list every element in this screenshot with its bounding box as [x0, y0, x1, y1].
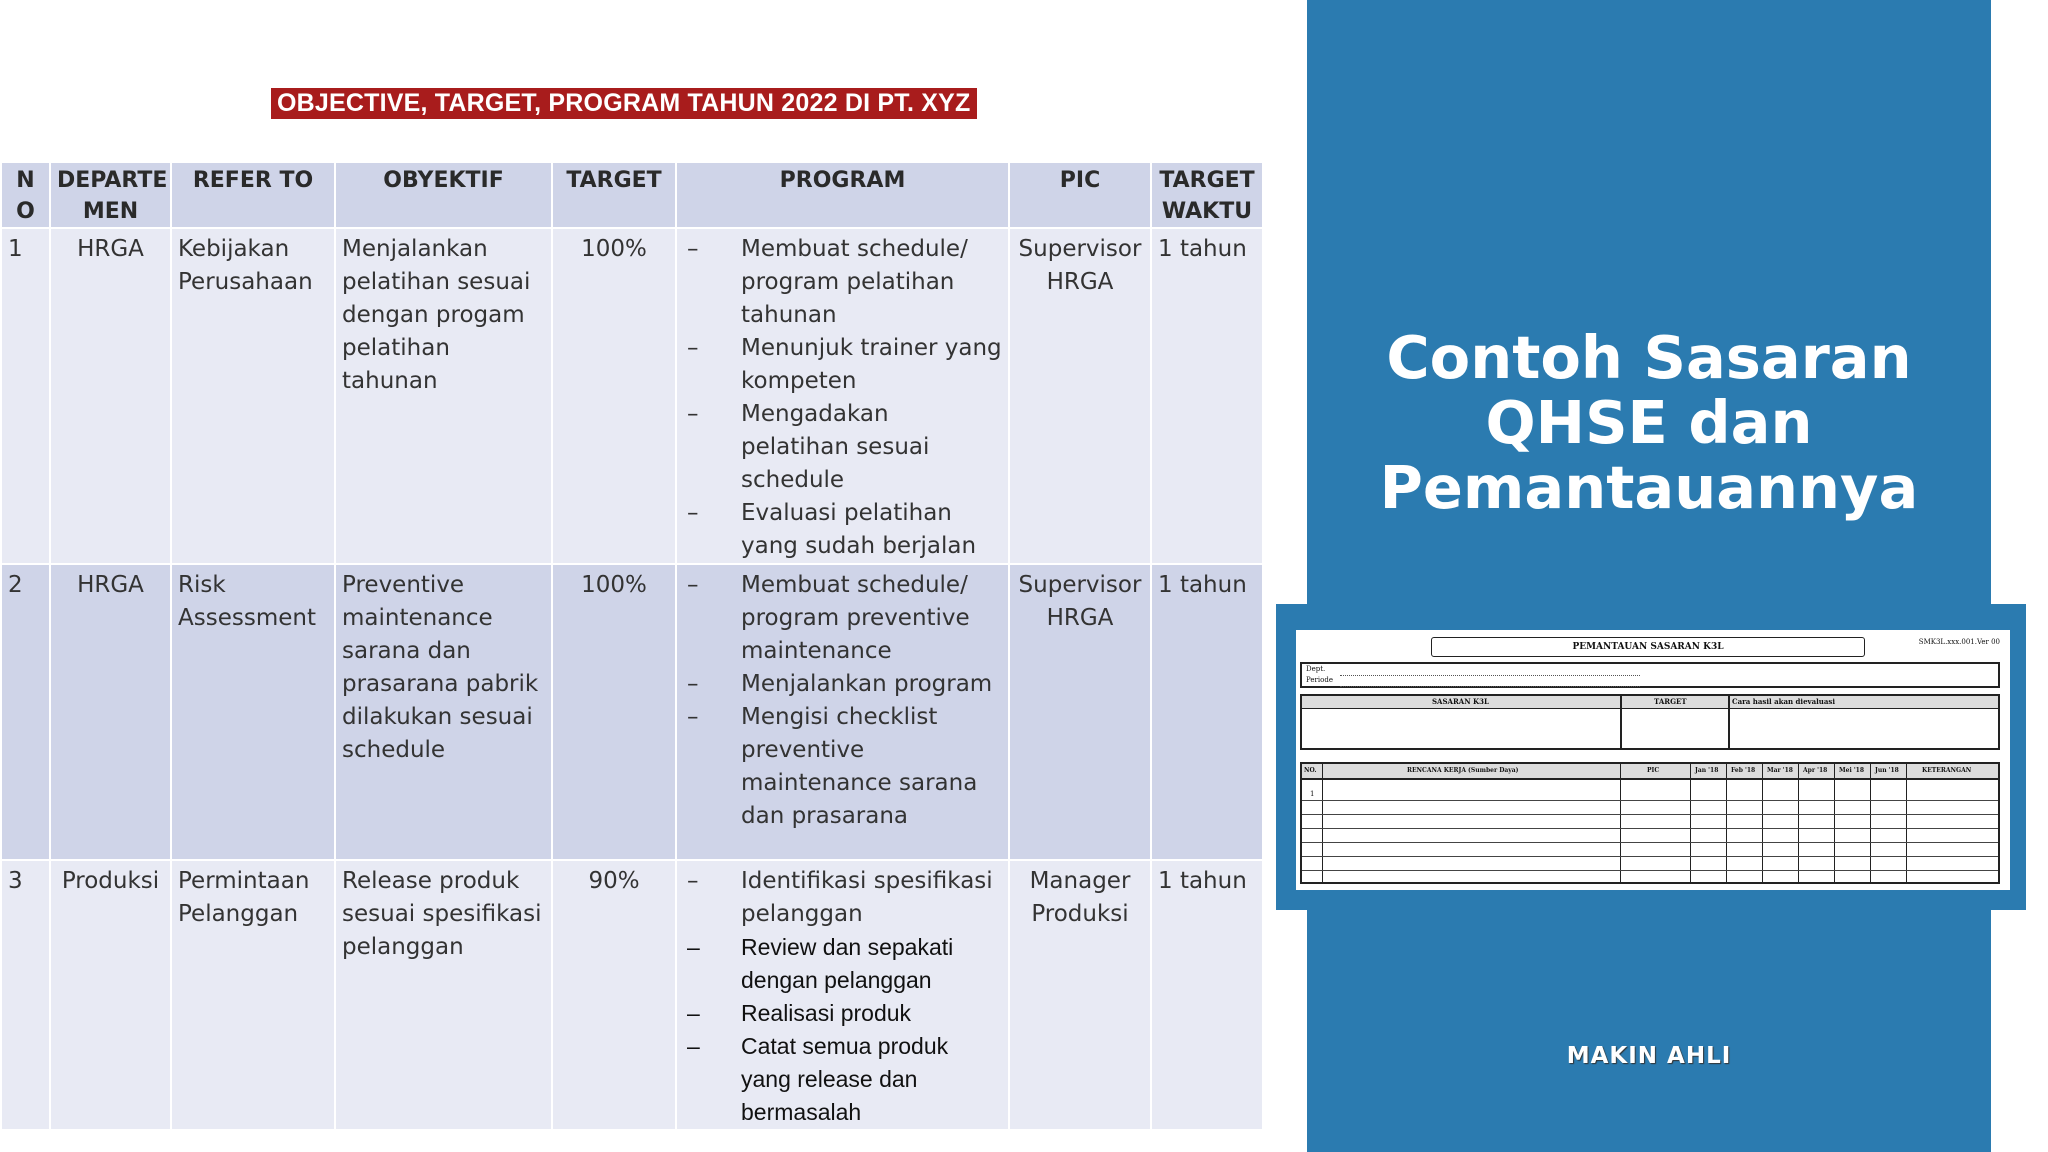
dash: – [687, 500, 699, 526]
form-col-label: Mei '18 [1839, 767, 1865, 774]
program-item [683, 332, 1002, 398]
dash: – [687, 236, 699, 262]
cell-program [676, 228, 1009, 564]
cell-refer-to: Permintaan Pelanggan [171, 860, 335, 1130]
form-col-label: NO. [1304, 767, 1317, 774]
cell-program [676, 564, 1009, 860]
program-text: Mengisi checklist preventive maintenance sarana dan prasarana [741, 704, 978, 829]
form-col-label: Jan '18 [1695, 767, 1719, 774]
table-row [1, 564, 1263, 860]
form-grid [1300, 762, 2000, 884]
brand-label: MAKIN AHLI [1566, 1043, 1732, 1069]
form-col-label: PIC [1647, 767, 1660, 774]
form-col-label: RENCANA KERJA (Sumber Daya) [1407, 767, 1519, 774]
dash: – [687, 704, 699, 730]
table-header-row [1, 162, 1263, 228]
program-item [683, 668, 1002, 701]
panel-title [1307, 325, 1991, 520]
dash: – [687, 1033, 700, 1059]
program-item [683, 997, 1002, 1030]
form-divider [1728, 696, 1730, 748]
form-dept-label: Dept. [1306, 665, 1326, 673]
form-grid-line [1322, 764, 1323, 882]
dash: – [687, 868, 699, 894]
program-text: Mengadakan pelatihan sesuai schedule [741, 401, 930, 493]
panel-title-line: Contoh Sasaran [1386, 323, 1912, 392]
form-grid-line [1726, 764, 1727, 882]
form-sasaran-label: SASARAN K3L [1432, 697, 1489, 706]
dash: – [687, 335, 699, 361]
form-col-label: KETERANGAN [1922, 767, 1972, 774]
cell-target: 100% [552, 564, 676, 860]
header-obyektif: OBYEKTIF [335, 162, 552, 228]
program-item [683, 497, 1002, 563]
form-grid-line [1798, 764, 1799, 882]
cell-pic: Supervisor HRGA [1009, 564, 1151, 860]
header-no: N O [1, 162, 50, 228]
program-text: Realisasi produk [741, 1000, 912, 1026]
form-sasaran-header [1302, 696, 1998, 709]
program-text: Evaluasi pelatihan yang sudah berjalan [741, 500, 977, 559]
form-grid-line [1834, 764, 1835, 882]
program-item [683, 398, 1002, 497]
form-cara-label: Cara hasil akan dievaluasi [1732, 697, 1836, 706]
program-item [683, 233, 1002, 332]
header-target: TARGET [552, 162, 676, 228]
cell-no: 1 [1, 228, 50, 564]
program-text: Membuat schedule/ program preventive maintenance [741, 572, 970, 664]
cell-target: 100% [552, 228, 676, 564]
cell-pic: Manager Produksi [1009, 860, 1151, 1130]
header-program: PROGRAM [676, 162, 1009, 228]
form-dotted-line [1340, 677, 1640, 687]
form-dotted-line [1340, 666, 1640, 676]
form-periode-label: Periode [1306, 676, 1333, 684]
form-grid-line [1870, 764, 1871, 882]
monitoring-form-image [1296, 630, 2010, 890]
cell-no: 3 [1, 860, 50, 1130]
form-code: SMK3L.xxx.001.Ver 00 [1918, 638, 2000, 646]
program-item [683, 701, 1002, 833]
form-col-label: Jun '18 [1875, 767, 1899, 774]
program-text: Review dan sepakati dengan pelanggan [741, 934, 954, 993]
dash: – [687, 671, 699, 697]
cell-no: 2 [1, 564, 50, 860]
form-grid-row-line [1302, 814, 1998, 815]
form-row-number: 1 [1310, 790, 1315, 798]
cell-departemen: HRGA [50, 564, 171, 860]
form-grid-row-line [1302, 856, 1998, 857]
program-item [683, 569, 1002, 668]
cell-obyektif: Preventive maintenance sarana dan prasarana pabrik dilakukan sesuai schedule [335, 564, 552, 860]
objective-table [0, 161, 1264, 1131]
dash: – [687, 572, 699, 598]
header-refer-to: REFER TO [171, 162, 335, 228]
form-col-label: Apr '18 [1803, 767, 1828, 774]
cell-obyektif: Release produk sesuai spesifikasi pelanggan [335, 860, 552, 1130]
form-grid-row-line [1302, 828, 1998, 829]
cell-target-waktu: 1 tahun [1151, 228, 1263, 564]
cell-departemen: Produksi [50, 860, 171, 1130]
program-item [683, 931, 1002, 997]
form-grid-row-line [1302, 842, 1998, 843]
panel-title-line: Pemantauannya [1379, 453, 1919, 522]
dash: – [687, 934, 700, 960]
form-grid-line [1906, 764, 1907, 882]
page-title: OBJECTIVE, TARGET, PROGRAM TAHUN 2022 DI PT. XYZ [271, 88, 977, 119]
cell-target-waktu: 1 tahun [1151, 564, 1263, 860]
program-text: Identifikasi spesifikasi pelanggan [741, 868, 993, 927]
form-grid-row-line [1302, 870, 1998, 871]
form-info-box [1300, 662, 2000, 688]
program-text: Menjalankan program [741, 671, 993, 697]
program-item [683, 865, 1002, 931]
form-grid-line [1620, 764, 1621, 882]
cell-refer-to: Risk Assessment [171, 564, 335, 860]
table-row [1, 228, 1263, 564]
panel-title-line: QHSE dan [1485, 388, 1813, 457]
dash: – [687, 1000, 700, 1026]
form-grid-line [1762, 764, 1763, 882]
side-panel [1307, 0, 1991, 1152]
program-text: Catat semua produk yang release dan bermasalah [741, 1033, 949, 1125]
form-grid-line [1690, 764, 1691, 882]
cell-program [676, 860, 1009, 1130]
form-col-label: Feb '18 [1731, 767, 1756, 774]
program-text: Menunjuk trainer yang kompeten [741, 335, 1002, 394]
header-target-waktu: TARGET WAKTU [1151, 162, 1263, 228]
form-divider [1620, 696, 1622, 748]
header-pic: PIC [1009, 162, 1151, 228]
dash: – [687, 401, 699, 427]
form-target-label: TARGET [1654, 697, 1687, 706]
form-header: PEMANTAUAN SASARAN K3L [1431, 637, 1865, 657]
table-row [1, 860, 1263, 1130]
header-departemen: DEPARTE MEN [50, 162, 171, 228]
form-grid-row-line [1302, 800, 1998, 801]
cell-departemen: HRGA [50, 228, 171, 564]
form-col-label: Mar '18 [1767, 767, 1793, 774]
cell-refer-to: Kebijakan Perusahaan [171, 228, 335, 564]
form-sasaran-box [1300, 694, 2000, 750]
program-text: Membuat schedule/ program pelatihan tahunan [741, 236, 968, 328]
cell-target-waktu: 1 tahun [1151, 860, 1263, 1130]
cell-obyektif: Menjalankan pelatihan sesuai dengan progam pelatihan tahunan [335, 228, 552, 564]
program-item [683, 1030, 1002, 1129]
cell-pic: Supervisor HRGA [1009, 228, 1151, 564]
cell-target: 90% [552, 860, 676, 1130]
